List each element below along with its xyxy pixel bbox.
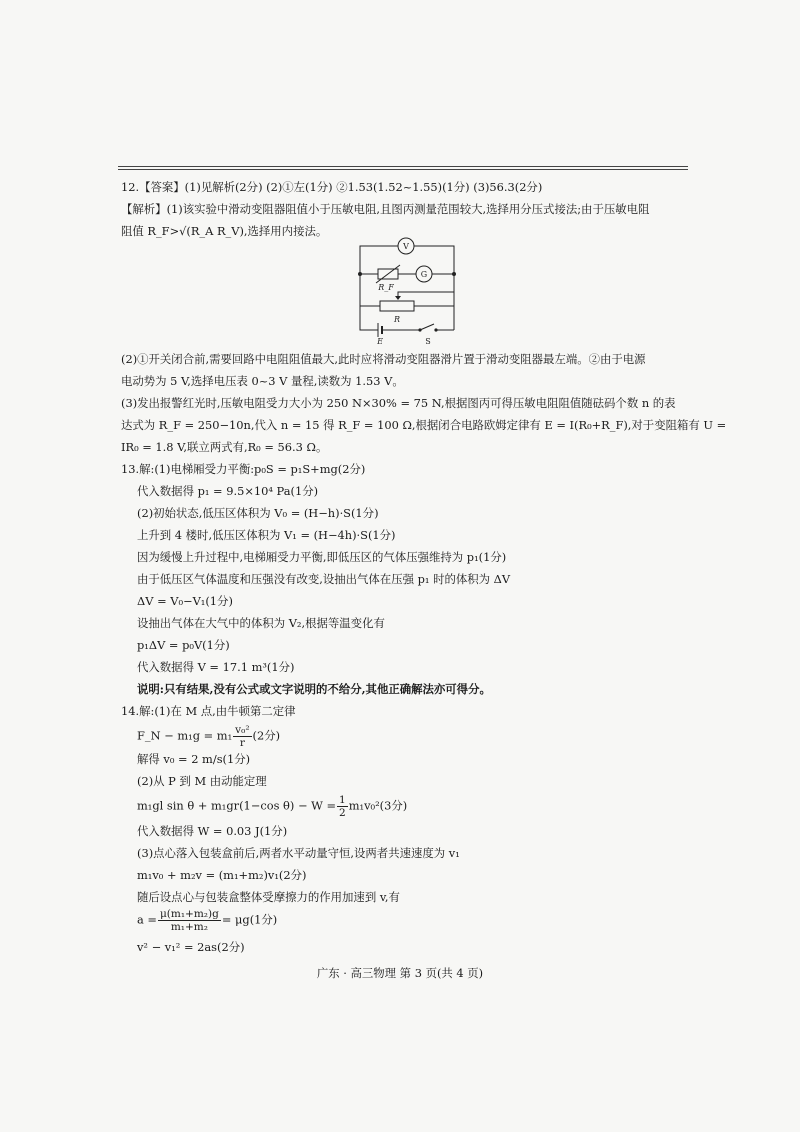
q13-line-8: 设抽出气体在大气中的体积为 V₂,根据等温变化有	[137, 616, 385, 630]
q14-line-8: m₁v₀ + m₂v = (m₁+m₂)v₁(2分)	[137, 868, 307, 882]
q12-analysis-3b: 达式为 R_F = 250−10n,代入 n = 15 得 R_F = 100 Ω,根据闭合电路欧姆定律有 E = I(R₀+R_F),对于变阻箱有 U =	[121, 418, 727, 432]
q13-line-1: 13.解:(1)电梯厢受力平衡:p₀S = p₁S+mg(2分)	[121, 462, 366, 476]
q12-analysis-2a: (2)①开关闭合前,需要回路中电阻阻值最大,此时应将滑动变阻器滑片置于滑动变阻器最左端。②由于电源	[121, 352, 646, 366]
q12-answer: 12.【答案】(1)见解析(2分) (2)①左(1分) ②1.53(1.52~1.55)(1分) (3)56.3(2分)	[121, 180, 543, 194]
q14-eq-2-den: 2	[339, 807, 346, 819]
q14-line-6: 代入数据得 W = 0.03 J(1分)	[137, 824, 288, 838]
q13-line-3: (2)初始状态,低压区体积为 V₀ = (H−h)·S(1分)	[137, 506, 379, 520]
q14-eq-2	[137, 794, 407, 819]
q14-line-11: v² − v₁² = 2as(2分)	[137, 940, 245, 954]
q12-analysis-3c: IR₀ = 1.8 V,联立两式有,R₀ = 56.3 Ω。	[121, 440, 328, 454]
q14-eq-2-right: m₁v₀²(3分)	[348, 798, 408, 813]
battery-label: E	[377, 337, 383, 344]
q14-eq-3-den: m₁+m₂	[170, 921, 208, 933]
q14-eq-2-left: m₁gl sin θ + m₁gr(1−cos θ) − W =	[137, 798, 337, 813]
voltmeter-label: V	[403, 242, 409, 251]
q12-analysis-2b: 电动势为 5 V,选择电压表 0~3 V 量程,读数为 1.53 V。	[121, 374, 404, 388]
q13-line-4: 上升到 4 楼时,低压区体积为 V₁ = (H−4h)·S(1分)	[137, 528, 396, 542]
q12-analysis-1b: 阻值 R_F>√(R_A R_V),选择用内接法。	[121, 224, 328, 238]
q13-line-5: 因为缓慢上升过程中,电梯厢受力平衡,即低压区的气体压强维持为 p₁(1分)	[137, 550, 507, 564]
q13-line-10: 代入数据得 V = 17.1 m³(1分)	[137, 660, 295, 674]
q14-eq-3-left: a =	[137, 912, 157, 927]
q14-line-4: (2)从 P 到 M 由动能定理	[137, 774, 267, 788]
rf-label: R_F	[378, 283, 394, 292]
q12-analysis-3a: (3)发出报警红光时,压敏电阻受力大小为 250 N×30% = 75 N,根据图丙可得压敏电阻阻值随砝码个数 n 的表	[121, 396, 676, 410]
circuit-diagram	[352, 236, 464, 344]
q14-eq-3-num: μ(m₁+m₂)g	[159, 908, 219, 920]
q14-eq-1	[137, 724, 280, 749]
q14-eq-2-fraction	[337, 794, 348, 819]
page-footer: 广东 · 高三物理 第 3 页(共 4 页)	[316, 966, 484, 980]
q14-eq-3-right: = μg(1分)	[221, 912, 278, 927]
q14-eq-1-left: F_N − m₁g = m₁	[137, 728, 233, 743]
q14-eq-2-num: 1	[339, 794, 346, 806]
top-rule-2	[118, 169, 688, 170]
top-rule	[118, 166, 688, 167]
q14-eq-3	[137, 908, 277, 933]
q14-eq-1-den: r	[239, 737, 245, 749]
q12-analysis-1a: 【解析】(1)该实验中滑动变阻器阻值小于压敏电阻,且图丙测量范围较大,选择用分压式接法;由于压敏电阻	[121, 202, 650, 216]
q14-line-1: 14.解:(1)在 M 点,由牛顿第二定律	[121, 704, 296, 718]
q13-line-2: 代入数据得 p₁ = 9.5×10⁴ Pa(1分)	[137, 484, 319, 498]
q13-line-9: p₁ΔV = p₀V(1分)	[137, 638, 230, 652]
q14-eq-1-fraction	[233, 724, 251, 749]
q13-line-7: ΔV = V₀−V₁(1分)	[137, 594, 233, 608]
q14-line-9: 随后设点心与包装盒整体受摩擦力的作用加速到 v,有	[137, 890, 400, 904]
q14-line-7: (3)点心落入包装盒前后,两者水平动量守恒,设两者共速速度为 v₁	[137, 846, 460, 860]
q14-line-3: 解得 v₀ = 2 m/s(1分)	[137, 752, 251, 766]
rheostat-label: R	[393, 315, 401, 324]
galvanometer-label: G	[420, 270, 428, 279]
q14-eq-3-fraction	[158, 908, 221, 933]
q14-eq-1-right: (2分)	[252, 728, 281, 743]
q13-line-6: 由于低压区气体温度和压强没有改变,设抽出气体在压强 p₁ 时的体积为 ΔV	[137, 572, 511, 586]
q14-eq-1-num: v₀²	[235, 724, 250, 736]
switch-label: S	[425, 337, 431, 344]
q13-note: 说明:只有结果,没有公式或文字说明的不给分,其他正确解法亦可得分。	[137, 682, 491, 696]
